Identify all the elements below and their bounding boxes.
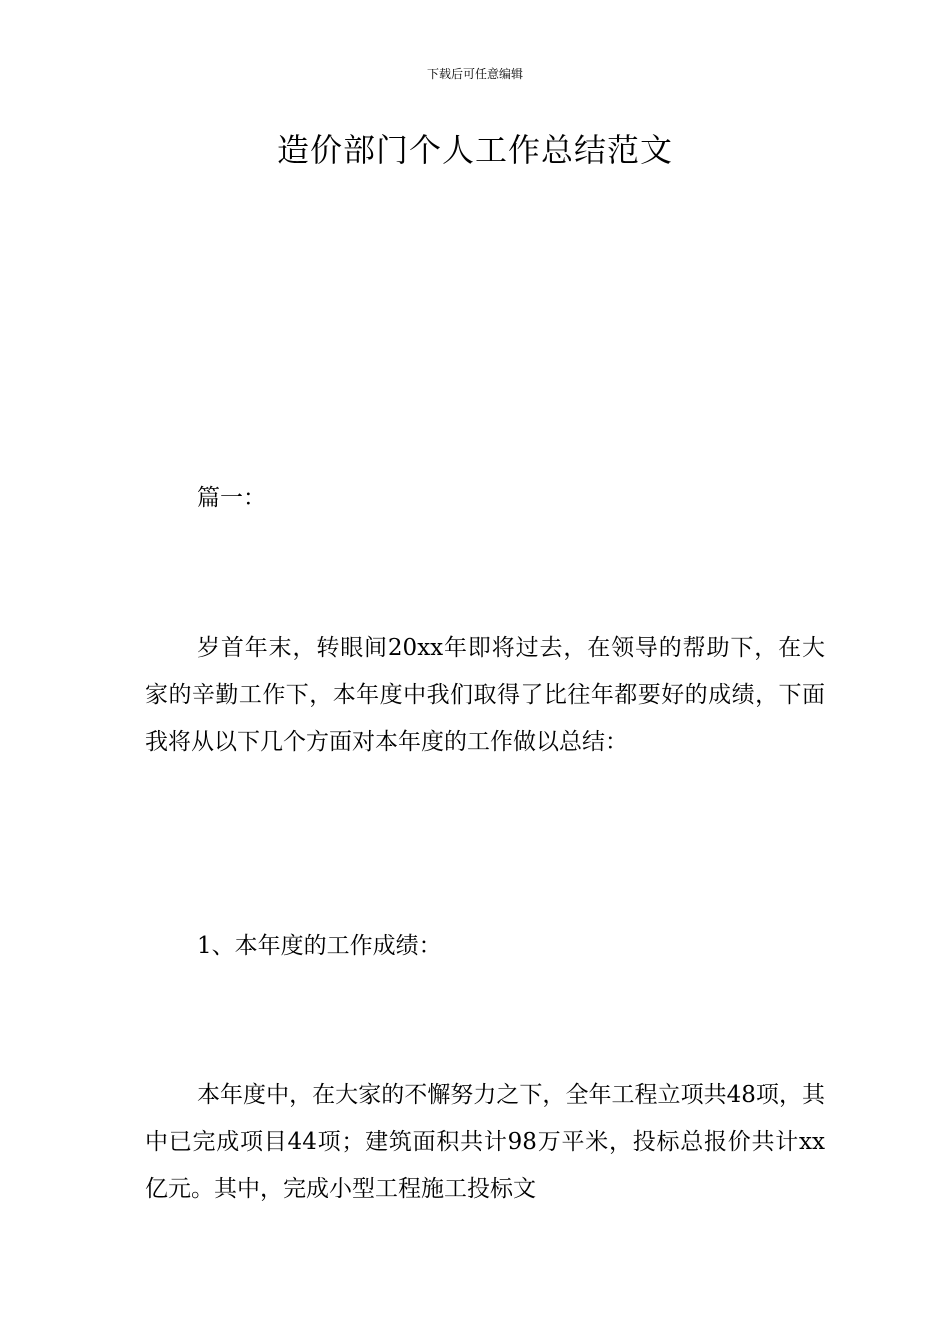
section-label: 篇一： — [197, 485, 266, 511]
intro-paragraph: 岁首年末，转眼间20xx年即将过去，在领导的帮助下，在大家的辛勤工作下，本年度中我们取得了比往年都要好的成绩，下面我将从以下几个方面对本年度的工作做以总结： — [145, 635, 825, 755]
body-paragraph: 本年度中，在大家的不懈努力之下，全年工程立项共48项，其中已完成项目44项；建筑面积共计98万平米，投标总报价共计xx亿元。其中，完成小型工程施工投标文 — [145, 1082, 825, 1202]
document-title: 造价部门个人工作总结范文 — [276, 131, 673, 169]
header-note: 下载后可任意编辑 — [426, 67, 523, 81]
subheading-work-results: 1、本年度的工作成绩： — [197, 933, 442, 959]
